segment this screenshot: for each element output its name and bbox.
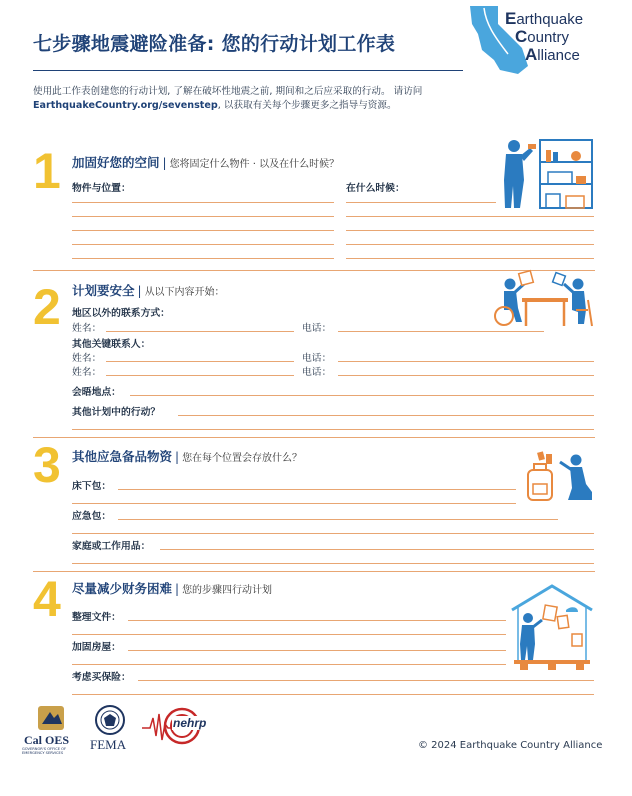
step1-when-line[interactable]: [346, 258, 594, 259]
intro-paragraph: [33, 85, 503, 113]
sevenstep-link[interactable]: EarthquakeCountry.org/sevenstep: [33, 100, 218, 111]
items-location-label: 物件与位置：: [72, 183, 131, 194]
step3-number: 3: [33, 437, 61, 493]
other-actions-label: 其他计划中的行动？: [72, 407, 161, 418]
intro-text: 使用此工作表创建您的行动计划, 了解在破坏性地震之前, 期间和之后应采取的行动。 请访问: [33, 86, 423, 97]
when-label: 在什么时候：: [346, 183, 405, 194]
go-bag-label: 应急包：: [72, 511, 112, 522]
name-label: 姓名：: [72, 353, 102, 364]
step2-number: 2: [33, 279, 61, 335]
documents-line[interactable]: [72, 634, 506, 635]
title-divider: [33, 70, 463, 71]
documents-label: 整理文件：: [72, 612, 121, 623]
step3-heading: 其他应急备品物资 | 您在每个位置会存放什么？: [72, 449, 303, 464]
step3-subtitle: 您在每个位置会存放什么？: [182, 453, 303, 464]
go-bag-line[interactable]: [72, 533, 594, 534]
section-divider: [33, 437, 595, 438]
phone-line[interactable]: [338, 375, 594, 376]
insurance-line[interactable]: [72, 694, 594, 695]
step1-heading: 加固好您的空间 | 您将固定什么物件 · 以及在什么时候？: [72, 155, 340, 170]
dhs-seal-icon: [94, 704, 126, 736]
other-actions-line[interactable]: [72, 429, 594, 430]
step1-when-line[interactable]: [346, 202, 496, 203]
fema-logo: FEMA: [90, 737, 127, 752]
retrofit-line[interactable]: [128, 650, 506, 651]
phone-label: 电话：: [302, 367, 332, 378]
step1-when-line[interactable]: [346, 244, 594, 245]
copyright-text: © 2024 Earthquake Country Alliance: [418, 740, 603, 751]
emergency-kit-illustration: [520, 448, 596, 504]
phone-label: 电话：: [302, 353, 332, 364]
step2-title: 计划要安全: [72, 283, 135, 298]
step3-title: 其他应急备品物资: [72, 449, 173, 464]
step1-item-line[interactable]: [72, 244, 334, 245]
retrofit-line[interactable]: [72, 664, 506, 665]
home-supplies-label: 家庭或工作用品：: [72, 541, 151, 552]
house-documents-illustration: [508, 580, 596, 672]
step1-item-line[interactable]: [72, 258, 334, 259]
eca-logo: Earthquake Country Alliance: [505, 9, 584, 64]
step2-heading: 计划要安全 | 从以下内容开始：: [72, 283, 225, 298]
step4-number: 4: [33, 571, 61, 627]
key-contacts-label: 其他关键联系人：: [72, 339, 151, 350]
name-label: 姓名：: [72, 367, 102, 378]
step1-number: 1: [33, 143, 61, 199]
bed-bag-line[interactable]: [118, 489, 516, 490]
section-divider: [33, 571, 595, 572]
step1-subtitle: 您将固定什么物件 · 以及在什么时候？: [169, 159, 340, 170]
secure-shelf-illustration: [496, 136, 596, 212]
step1-when-line[interactable]: [346, 216, 594, 217]
meeting-place-line[interactable]: [130, 395, 594, 396]
step4-heading: 尽量减少财务困难 | 您的步骤四行动计划: [72, 581, 273, 596]
other-actions-line[interactable]: [178, 415, 594, 416]
planning-table-illustration: [492, 266, 596, 328]
step1-item-line[interactable]: [72, 216, 334, 217]
retrofit-label: 加固房屋：: [72, 642, 121, 653]
name-label: 姓名：: [72, 323, 102, 334]
name-line[interactable]: [106, 361, 294, 362]
meeting-place-label: 会晤地点：: [72, 387, 121, 398]
home-supplies-line[interactable]: [72, 563, 594, 564]
caloes-seal-icon: [30, 704, 72, 732]
logo-line1: arthquake: [516, 11, 584, 28]
step4-title: 尽量减少财务困难: [72, 581, 173, 596]
phone-label: 电话：: [302, 323, 332, 334]
name-line[interactable]: [106, 331, 294, 332]
step1-when-line[interactable]: [346, 230, 594, 231]
name-line[interactable]: [106, 375, 294, 376]
home-supplies-line[interactable]: [160, 549, 594, 550]
insurance-line[interactable]: [138, 680, 594, 681]
step1-item-line[interactable]: [72, 202, 334, 203]
phone-line[interactable]: [338, 361, 594, 362]
step1-title: 加固好您的空间: [72, 155, 160, 170]
step1-item-line[interactable]: [72, 230, 334, 231]
caloes-subtitle: GOVERNOR'S OFFICE OF EMERGENCY SERVICES: [22, 747, 67, 755]
intro-text-2: , 以获取有关每个步骤更多之指导与资源。: [217, 100, 397, 111]
bed-bag-label: 床下包：: [72, 481, 112, 492]
step2-subtitle: 从以下内容开始：: [144, 287, 225, 298]
insurance-label: 考虑买保险：: [72, 672, 131, 683]
step4-subtitle: 您的步骤四行动计划: [182, 585, 273, 596]
phone-line[interactable]: [338, 331, 544, 332]
go-bag-line[interactable]: [118, 519, 558, 520]
documents-line[interactable]: [128, 620, 506, 621]
caloes-logo: Cal OES: [24, 733, 70, 747]
page-title: 七步骤地震避险准备: 您的行动计划工作表: [33, 33, 396, 55]
nehrp-logo: nehrp: [173, 716, 207, 730]
out-of-area-contact-label: 地区以外的联系方式：: [72, 308, 170, 319]
bed-bag-line[interactable]: [72, 503, 516, 504]
